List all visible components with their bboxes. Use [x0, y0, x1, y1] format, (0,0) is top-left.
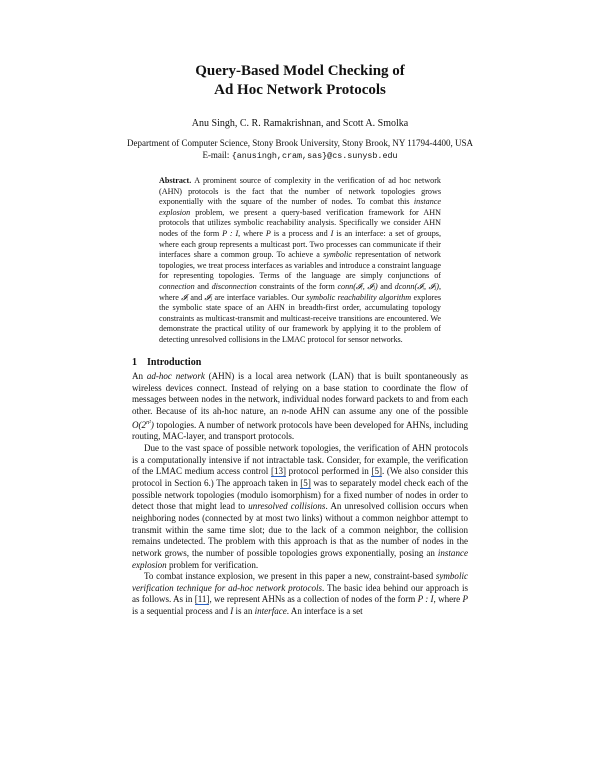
- author-list: Anu Singh, C. R. Ramakrishnan, and Scott A. Smolka: [191, 118, 409, 129]
- section-number: 1: [132, 357, 137, 368]
- citation-link[interactable]: [13]: [270, 466, 287, 477]
- section-title: Introduction: [147, 357, 202, 368]
- affiliation-block: [0, 137, 600, 162]
- section-heading-introduction: [132, 357, 201, 368]
- email-line: [0, 149, 600, 162]
- citation-link[interactable]: [5]: [300, 477, 311, 488]
- abstract-text: A prominent source of complexity in the verification of ad hoc network (AHN) protocols is the fact that the number of network topologies grows exponentially with the square of the number of nodes. To combat this instance explosion problem, we present a query-based verification framework for AHN protocols that utilizes symbolic reachability analysis. Specifically we consider AHN nodes of the form P : I, where P is a process and I is an interface: a set of groups, where each group represents a multicast port. Two processes can communicate if their interfaces share a common group. To achieve a symbolic representation of network topologies, we treat process interfaces as variables and introduce a constraint language for representing topologies. Terms of the language are simply conjunctions of connection and disconnection constraints of the form conn(𝓘ᵢ, 𝓘ⱼ) and dconn(𝓘ᵢ, 𝓘ⱼ), where 𝓘ᵢ and 𝓘ⱼ are interface variables. Our symbolic reachability algorithm explores the symbolic state space of an AHN in breadth-first order, accumulating topology constraints as multicast-transmit and multicast-receive transitions are encountered. We demonstrate the practical utility of our framework by applying it to the problem of detecting unresolved collisions in the LMAC protocol for sensor networks.: [159, 176, 441, 344]
- title-line-2: Ad Hoc Network Protocols: [214, 82, 386, 98]
- title-line-1: Query-Based Model Checking of: [195, 63, 405, 79]
- abstract: [159, 176, 441, 346]
- introduction-body: [132, 371, 468, 618]
- paper-title: [0, 62, 600, 100]
- intro-paragraph-3: To combat instance explosion, we present in this paper a new, constraint-based symbolic verification technique for ad-hoc network protocols. The basic idea behind our approach is as follows. As in [11], we represent AHNs as a collection of nodes of the form P : I, where P is a sequential process and I is an interface. An interface is a set: [132, 571, 469, 617]
- citation-link[interactable]: [5]: [371, 466, 383, 477]
- email-label: E-mail:: [202, 150, 230, 160]
- citation-link[interactable]: [11]: [194, 594, 210, 605]
- intro-paragraph-1: An ad-hoc network (AHN) is a local area network (LAN) that is built spontaneously as wireless devices connect. Instead of relying on a base station to coordinate the flow of messages between nodes in the network, individual nodes forward packets to and from each other. Because of its ah-hoc nature, an n-node AHN can assume any one of the possible $O(2^{n^2})$ topologies. A number of network protocols have been developed for AHNs, including routing, MAC-layer, and transport protocols.: [132, 371, 468, 442]
- abstract-label: Abstract.: [159, 176, 192, 185]
- affiliation: Department of Computer Science, Stony Brook University, Stony Brook, NY 11794-4400, USA: [127, 138, 473, 148]
- email-address[interactable]: {anusingh,cram,sas}@cs.sunysb.edu: [231, 151, 398, 161]
- intro-paragraph-2: Due to the vast space of possible network topologies, the verification of AHN protocols is a computationally intensive if not intractable task. Consider, for example, the verification of the LMAC medium access control [13] protocol performed in [5]. (We also consider this protocol in Section 6.) The approach taken in [5] was to separately model check each of the possible network topologies (modulo isomorphism) for a fixed number of nodes in order to detect those that might lead to unresolved collisions. An unresolved collision occurs when neighboring nodes (connected by at most two links) without a common neighbor attempt to transmit within the same time slot; due to the lack of a common neighbor, the collision remains undetected. The problem with this approach is that as the number of nodes in the network grows, the number of possible topologies grows exponentially, posing an instance explosion problem for verification.: [132, 442, 468, 570]
